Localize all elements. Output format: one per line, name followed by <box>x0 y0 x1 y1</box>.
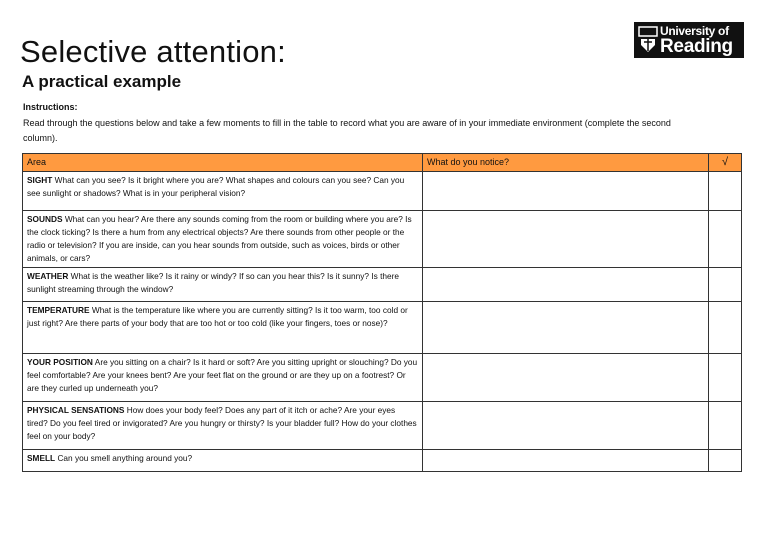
row-question-text: What can you hear? Are there any sounds coming from the room or building where you are? Is the clock ticking? Is there a hum from any electrical objects? Are there sounds from other people or the radio or television? If you are inside, can you hear sounds from outside, such as voices, birds or other animals, or cars? <box>27 214 412 263</box>
notice-cell[interactable] <box>423 268 709 302</box>
row-area-label: SIGHT <box>27 175 53 185</box>
university-logo <box>634 22 744 58</box>
row-question <box>23 211 423 268</box>
row-area-label: PHYSICAL SENSATIONS <box>27 405 125 415</box>
table-row <box>23 302 742 354</box>
check-cell[interactable] <box>709 354 742 402</box>
check-cell[interactable] <box>709 302 742 354</box>
row-question <box>23 302 423 354</box>
row-question <box>23 402 423 450</box>
page-subtitle: A practical example <box>22 72 182 91</box>
row-question <box>23 354 423 402</box>
table-row <box>23 172 742 211</box>
check-cell[interactable] <box>709 268 742 302</box>
row-question-text: Are you sitting on a chair? Is it hard or soft? Are you sitting upright or slouching? Do you feel comfortable? Are your knees bent? Are your feet flat on the ground or are they up on a footrest? Or are they curled up underneath you? <box>27 357 418 393</box>
row-question-text: What is the temperature like where you are currently sitting? Is it too warm, too cold or just right? Are there parts of your body that are too hot or too cold (like your fingers, toes or nose)? <box>27 305 408 328</box>
row-question <box>23 450 423 472</box>
notice-cell[interactable] <box>423 172 709 211</box>
row-question <box>23 268 423 302</box>
table-row <box>23 268 742 302</box>
table-row <box>23 211 742 268</box>
notice-cell[interactable] <box>423 450 709 472</box>
column-header-area: Area <box>23 154 423 172</box>
attention-table <box>22 153 742 472</box>
row-area-label: SMELL <box>27 453 56 463</box>
page-title: Selective attention: <box>20 34 286 69</box>
crest-icon <box>638 25 658 55</box>
row-question-text: What is the weather like? Is it rainy or windy? If so can you hear this? Is it sunny? Is there sunlight streaming through the window? <box>27 271 399 294</box>
check-cell[interactable] <box>709 172 742 211</box>
check-cell[interactable] <box>709 402 742 450</box>
logo-text-university: University of <box>660 24 729 38</box>
notice-cell[interactable] <box>423 211 709 268</box>
row-question <box>23 172 423 211</box>
table-row <box>23 450 742 472</box>
column-header-check: √ <box>709 154 742 172</box>
row-question-text: How does your body feel? Does any part of it itch or ache? Are your eyes tired? Do you feel tired or invigorated? Are you hungry or thirsty? Is your bladder full? How do your clothes feel on your body? <box>27 405 417 441</box>
notice-cell[interactable] <box>423 402 709 450</box>
table-row <box>23 402 742 450</box>
table-row <box>23 354 742 402</box>
logo-text-reading: Reading <box>660 36 733 57</box>
instructions-text: Read through the questions below and take a few moments to fill in the table to record what you are aware of in your immediate environment (complete the second column). <box>23 118 671 143</box>
row-question-text: Can you smell anything around you? <box>57 453 193 463</box>
row-area-label: SOUNDS <box>27 214 63 224</box>
row-question-text: What can you see? Is it bright where you are? What shapes and colours can you see? Can you see sunlight or shadows? What is in your peripheral vision? <box>27 175 405 198</box>
notice-cell[interactable] <box>423 354 709 402</box>
row-area-label: WEATHER <box>27 271 69 281</box>
instructions-heading: Instructions: <box>23 102 78 112</box>
check-cell[interactable] <box>709 450 742 472</box>
column-header-notice: What do you notice? <box>423 154 709 172</box>
row-area-label: TEMPERATURE <box>27 305 90 315</box>
table-header-row <box>23 154 742 172</box>
notice-cell[interactable] <box>423 302 709 354</box>
check-cell[interactable] <box>709 211 742 268</box>
row-area-label: YOUR POSITION <box>27 357 93 367</box>
